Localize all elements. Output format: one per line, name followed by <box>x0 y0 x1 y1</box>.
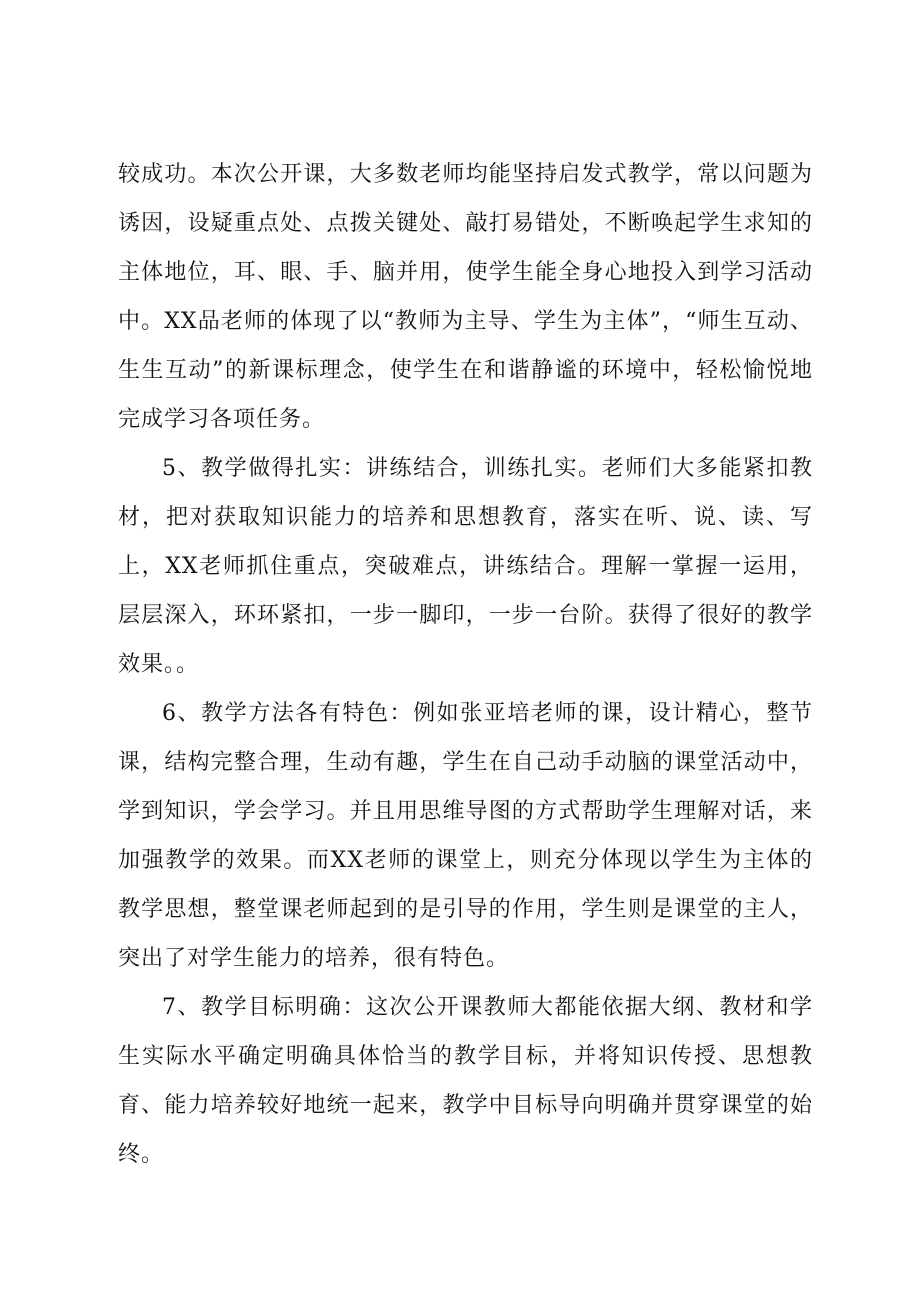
paragraph-item-5: 5、教学做得扎实：讲练结合，训练扎实。老师们大多能紧扣教材，把对获取知识能力的培养和思想教育，落实在听、说、读、写上，XX老师抓住重点，突破难点，讲练结合。理解一掌握一运用，层层深入，环环紧扣，一步一脚印，一步一台阶。获得了很好的教学效果。。 <box>118 456 813 677</box>
paragraph-item-6: 6、教学方法各有特色：例如张亚培老师的课，设计精心，整节课，结构完整合理，生动有趣，学生在自己动手动脑的课堂活动中，学到知识，学会学习。并且用思维导图的方式帮助学生理解对话，来加强教学的效果。而XX老师的课堂上，则充分体现以学生为主体的教学思想，整堂课老师起到的是引导的作用，学生则是课堂的主人，突出了对学生能力的培养，很有特色。 <box>118 701 813 971</box>
paragraph-continuation: 较成功。本次公开课，大多数老师均能坚持启发式教学，常以问题为诱因，设疑重点处、点拨关键处、敲打易错处，不断唤起学生求知的主体地位，耳、眼、手、脑并用，使学生能全身心地投入到学习活动中。XX品老师的体现了以“教师为主导、学生为主体”，“师生互动、生生互动”的新课标理念，使学生在和谐静谧的环境中，轻松愉悦地完成学习各项任务。 <box>118 162 813 432</box>
paragraph-item-7: 7、教学目标明确：这次公开课教师大都能依据大纲、教材和学生实际水平确定明确具体恰当的教学目标，并将知识传授、思想教育、能力培养较好地统一起来，教学中目标导向明确并贯穿课堂的始终。 <box>118 995 813 1167</box>
document-page <box>118 150 813 1179</box>
